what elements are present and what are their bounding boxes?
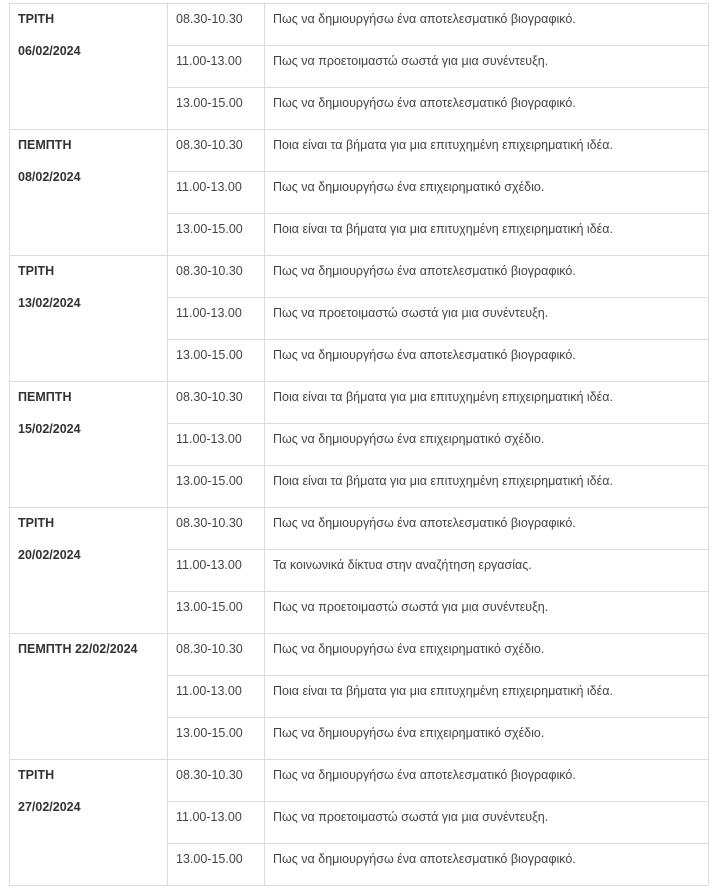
time-slot: 11.00-13.00 bbox=[176, 684, 242, 698]
time-cell bbox=[168, 298, 265, 340]
topic-cell bbox=[265, 676, 709, 718]
topic-cell bbox=[265, 4, 709, 46]
day-cell bbox=[10, 4, 168, 130]
time-cell bbox=[168, 340, 265, 382]
session-topic: Ποια είναι τα βήματα για μια επιτυχημένη επιχειρηματική ιδέα. bbox=[273, 474, 613, 488]
schedule-row bbox=[10, 760, 709, 802]
session-topic: Πως να δημιουργήσω ένα επιχειρηματικό σχέδιο. bbox=[273, 432, 545, 446]
time-cell bbox=[168, 676, 265, 718]
time-slot: 08.30-10.30 bbox=[176, 768, 243, 782]
day-cell bbox=[10, 130, 168, 256]
topic-cell bbox=[265, 592, 709, 634]
session-topic: Ποια είναι τα βήματα για μια επιτυχημένη επιχειρηματική ιδέα. bbox=[273, 390, 613, 404]
time-cell bbox=[168, 172, 265, 214]
session-topic: Τα κοινωνικά δίκτυα στην αναζήτηση εργασίας. bbox=[273, 558, 532, 572]
day-date: 06/02/2024 bbox=[18, 44, 81, 58]
time-slot: 08.30-10.30 bbox=[176, 12, 243, 26]
day-cell bbox=[10, 760, 168, 886]
schedule-row bbox=[10, 382, 709, 424]
day-cell bbox=[10, 256, 168, 382]
time-slot: 11.00-13.00 bbox=[176, 810, 242, 824]
schedule-row bbox=[10, 256, 709, 298]
topic-cell bbox=[265, 88, 709, 130]
schedule-body bbox=[10, 4, 709, 886]
time-slot: 13.00-15.00 bbox=[176, 96, 243, 110]
time-cell bbox=[168, 634, 265, 676]
topic-cell bbox=[265, 718, 709, 760]
topic-cell bbox=[265, 844, 709, 886]
time-slot: 11.00-13.00 bbox=[176, 306, 242, 320]
session-topic: Πως να δημιουργήσω ένα επιχειρηματικό σχέδιο. bbox=[273, 726, 545, 740]
day-date: 08/02/2024 bbox=[18, 170, 81, 184]
session-topic: Πως να προετοιμαστώ σωστά για μια συνέντευξη. bbox=[273, 810, 549, 824]
session-topic: Πως να προετοιμαστώ σωστά για μια συνέντευξη. bbox=[273, 600, 549, 614]
day-name: ΤΡΙΤΗ bbox=[18, 12, 55, 26]
topic-cell bbox=[265, 340, 709, 382]
day-cell bbox=[10, 382, 168, 508]
topic-cell bbox=[265, 46, 709, 88]
time-cell bbox=[168, 4, 265, 46]
time-slot: 08.30-10.30 bbox=[176, 138, 243, 152]
time-cell bbox=[168, 214, 265, 256]
session-topic: Ποια είναι τα βήματα για μια επιτυχημένη επιχειρηματική ιδέα. bbox=[273, 138, 613, 152]
topic-cell bbox=[265, 214, 709, 256]
day-name: ΤΡΙΤΗ bbox=[18, 768, 55, 782]
day-date: 20/02/2024 bbox=[18, 548, 81, 562]
topic-cell bbox=[265, 298, 709, 340]
session-topic: Πως να δημιουργήσω ένα αποτελεσματικό βιογραφικό. bbox=[273, 516, 576, 530]
session-topic: Πως να προετοιμαστώ σωστά για μια συνέντευξη. bbox=[273, 306, 549, 320]
topic-cell bbox=[265, 172, 709, 214]
day-cell bbox=[10, 508, 168, 634]
time-slot: 13.00-15.00 bbox=[176, 222, 243, 236]
topic-cell bbox=[265, 382, 709, 424]
session-topic: Πως να δημιουργήσω ένα αποτελεσματικό βιογραφικό. bbox=[273, 348, 576, 362]
time-cell bbox=[168, 256, 265, 298]
session-topic: Πως να δημιουργήσω ένα επιχειρηματικό σχέδιο. bbox=[273, 180, 545, 194]
seminar-schedule-table bbox=[9, 3, 709, 886]
topic-cell bbox=[265, 550, 709, 592]
time-cell bbox=[168, 550, 265, 592]
time-cell bbox=[168, 466, 265, 508]
topic-cell bbox=[265, 466, 709, 508]
topic-cell bbox=[265, 760, 709, 802]
topic-cell bbox=[265, 256, 709, 298]
day-name: ΠΕΜΠΤΗ bbox=[18, 138, 72, 152]
time-cell bbox=[168, 46, 265, 88]
session-topic: Πως να δημιουργήσω ένα αποτελεσματικό βιογραφικό. bbox=[273, 96, 576, 110]
session-topic: Πως να δημιουργήσω ένα αποτελεσματικό βιογραφικό. bbox=[273, 852, 576, 866]
time-slot: 08.30-10.30 bbox=[176, 390, 243, 404]
time-cell bbox=[168, 382, 265, 424]
time-cell bbox=[168, 88, 265, 130]
time-cell bbox=[168, 802, 265, 844]
time-slot: 11.00-13.00 bbox=[176, 558, 242, 572]
day-date: 27/02/2024 bbox=[18, 800, 81, 814]
time-slot: 08.30-10.30 bbox=[176, 642, 243, 656]
schedule-row bbox=[10, 634, 709, 676]
time-cell bbox=[168, 844, 265, 886]
topic-cell bbox=[265, 424, 709, 466]
time-slot: 11.00-13.00 bbox=[176, 54, 242, 68]
session-topic: Ποια είναι τα βήματα για μια επιτυχημένη επιχειρηματική ιδέα. bbox=[273, 684, 613, 698]
schedule-row bbox=[10, 508, 709, 550]
topic-cell bbox=[265, 508, 709, 550]
topic-cell bbox=[265, 130, 709, 172]
day-cell bbox=[10, 634, 168, 760]
time-cell bbox=[168, 592, 265, 634]
session-topic: Πως να δημιουργήσω ένα επιχειρηματικό σχέδιο. bbox=[273, 642, 545, 656]
time-cell bbox=[168, 718, 265, 760]
time-cell bbox=[168, 424, 265, 466]
time-slot: 08.30-10.30 bbox=[176, 264, 243, 278]
day-name: ΤΡΙΤΗ bbox=[18, 264, 55, 278]
session-topic: Πως να προετοιμαστώ σωστά για μια συνέντευξη. bbox=[273, 54, 549, 68]
session-topic: Πως να δημιουργήσω ένα αποτελεσματικό βιογραφικό. bbox=[273, 12, 576, 26]
day-name: ΤΡΙΤΗ bbox=[18, 516, 55, 530]
session-topic: Ποια είναι τα βήματα για μια επιτυχημένη επιχειρηματική ιδέα. bbox=[273, 222, 613, 236]
schedule-row bbox=[10, 130, 709, 172]
time-slot: 13.00-15.00 bbox=[176, 474, 243, 488]
topic-cell bbox=[265, 634, 709, 676]
time-slot: 13.00-15.00 bbox=[176, 348, 243, 362]
session-topic: Πως να δημιουργήσω ένα αποτελεσματικό βιογραφικό. bbox=[273, 264, 576, 278]
time-cell bbox=[168, 508, 265, 550]
day-date: 15/02/2024 bbox=[18, 422, 81, 436]
topic-cell bbox=[265, 802, 709, 844]
time-slot: 13.00-15.00 bbox=[176, 726, 243, 740]
session-topic: Πως να δημιουργήσω ένα αποτελεσματικό βιογραφικό. bbox=[273, 768, 576, 782]
time-slot: 11.00-13.00 bbox=[176, 432, 242, 446]
time-cell bbox=[168, 130, 265, 172]
schedule-row bbox=[10, 4, 709, 46]
day-name: ΠΕΜΠΤΗ 22/02/2024 bbox=[18, 642, 138, 656]
time-slot: 13.00-15.00 bbox=[176, 600, 243, 614]
time-slot: 11.00-13.00 bbox=[176, 180, 242, 194]
day-name: ΠΕΜΠΤΗ bbox=[18, 390, 72, 404]
day-date: 13/02/2024 bbox=[18, 296, 81, 310]
time-slot: 13.00-15.00 bbox=[176, 852, 243, 866]
time-cell bbox=[168, 760, 265, 802]
time-slot: 08.30-10.30 bbox=[176, 516, 243, 530]
